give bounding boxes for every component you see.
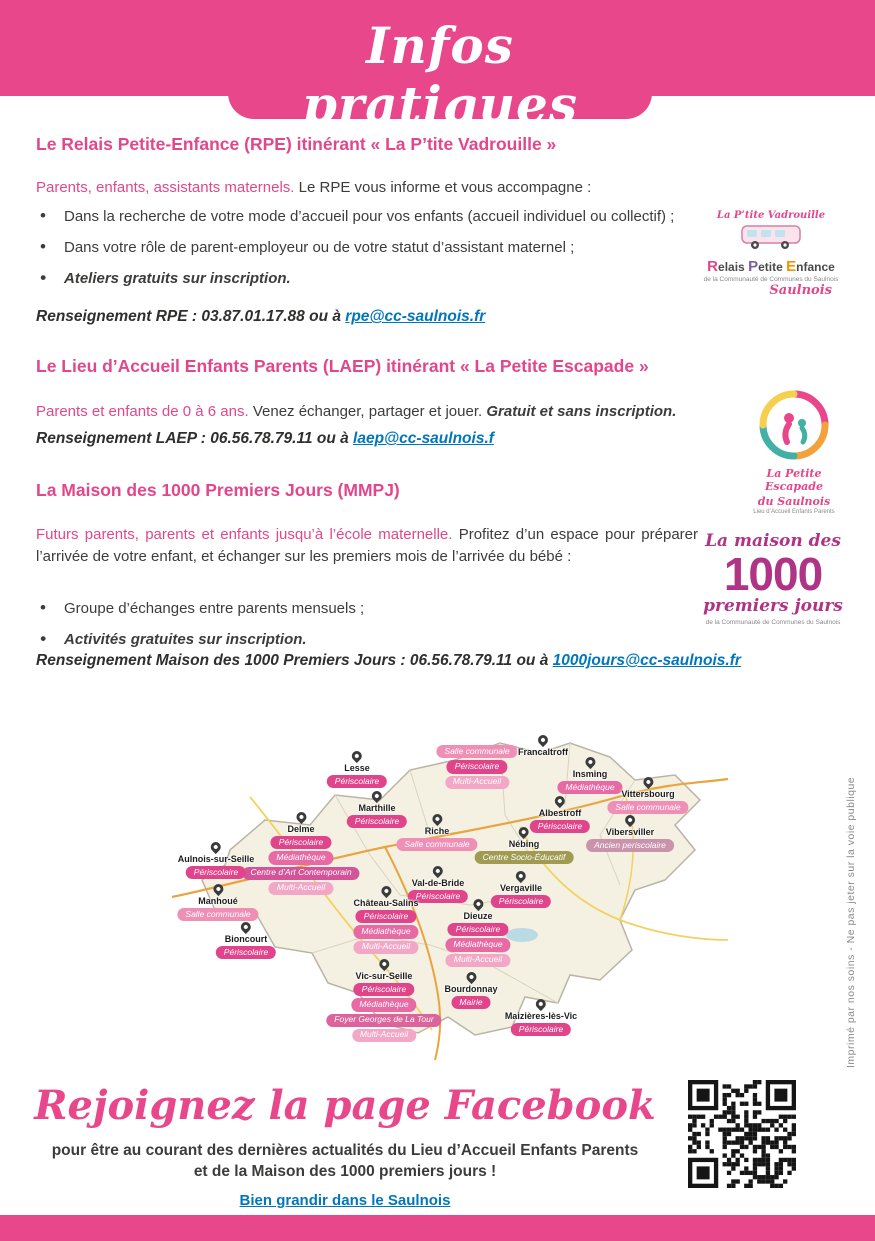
mmpj-section-title: La Maison des 1000 Premiers Jours (MMPJ) — [36, 480, 400, 500]
saulnois-map — [170, 735, 730, 1065]
bullet-item: • Dans la recherche de votre mode d’accueil pour vos enfants (accueil individuel ou collectif) ; — [64, 206, 704, 228]
map-pin-icon — [536, 733, 550, 747]
map-pin-icon — [517, 825, 531, 839]
map-pin-icon — [534, 997, 548, 1011]
facility-pill: Médiathèque — [557, 781, 622, 794]
facility-pill: Périscolaire — [530, 820, 590, 833]
map-town-lesse — [327, 751, 387, 788]
map-town-dieuze — [445, 899, 510, 967]
facility-pill: Périscolaire — [354, 983, 414, 996]
mmpj-contact-text: Renseignement Maison des 1000 Premiers Jours : 06.56.78.79.11 ou à — [36, 652, 553, 669]
facility-pill: Périscolaire — [491, 895, 551, 908]
map-pin-icon — [370, 789, 384, 803]
facility-pill: Salle communale — [436, 745, 517, 758]
town-name: Marthille — [358, 803, 396, 813]
laep-logo-line2: du Saulnois — [757, 495, 831, 508]
rpe-contact-text: Renseignement RPE : 03.87.01.17.88 ou à — [36, 308, 346, 325]
rpe-logo-brand — [700, 258, 842, 275]
map-town-vittersbourg — [607, 777, 688, 814]
rpe-logo-script-title: La P’tite Vadrouille — [716, 210, 826, 221]
town-name: Bioncourt — [224, 934, 268, 944]
facebook-text-line1: pour être au courant des dernières actualités du Lieu d’Accueil Enfants Parents — [51, 1142, 639, 1159]
laep-ring-icon — [759, 390, 829, 460]
map-town-vibersviller — [586, 815, 674, 852]
facility-pill: Multi-Accueil — [445, 776, 509, 789]
mmpj-lead-highlight: Futurs parents, parents et enfants jusqu’à l’école maternelle. — [36, 526, 453, 543]
map-pin-icon — [553, 794, 567, 808]
town-name: Riche — [424, 826, 450, 836]
laep-logo-subtitle: Lieu d’Accueil Enfants Parents — [753, 509, 835, 515]
mmpj-bullet-list — [36, 598, 704, 660]
map-pin-icon — [239, 920, 253, 934]
facility-pill: Médiathèque — [445, 938, 510, 951]
bullet-item: • Ateliers gratuits sur inscription. — [64, 268, 704, 290]
laep-lead-highlight: Parents et enfants de 0 à 6 ans. — [36, 403, 249, 420]
facility-pill: Périscolaire — [327, 775, 387, 788]
town-name: Nébing — [508, 839, 540, 849]
facility-pill: Multi-Accueil — [354, 941, 418, 954]
town-name: Château-Salins — [353, 898, 419, 908]
mmpj-logo-number: 1000 — [723, 548, 823, 600]
town-name: Vibersviller — [605, 827, 655, 837]
town-name: Vergaville — [499, 883, 543, 893]
facebook-link-wrap — [0, 1192, 690, 1209]
laep-contact-line — [36, 430, 494, 448]
mmpj-lead-rest: Profitez d’un espace pour préparer l’arrivée de votre enfant, et échanger sur les premiers mois de l’arrivée du bébé : — [36, 526, 698, 565]
map-pin-icon — [514, 869, 528, 883]
rpe-email-link[interactable]: rpe@cc-saulnois.fr — [345, 308, 486, 325]
facility-pill: Périscolaire — [347, 815, 407, 828]
mmpj-contact-line — [36, 652, 741, 670]
laep-lead-mid: Venez échanger, partager et jouer. — [252, 403, 483, 420]
facility-pill: Mairie — [451, 996, 490, 1009]
map-pin-icon — [431, 864, 445, 878]
town-name: Val-de-Bride — [411, 878, 465, 888]
facility-pill: Périscolaire — [511, 1023, 571, 1036]
facebook-page-link[interactable]: Bien grandir dans le Saulnois — [239, 1192, 451, 1209]
rpe-logo-territory: Saulnois — [769, 283, 832, 298]
print-side-note: Imprimé par nos soins - Ne pas jeter sur la voie publique — [845, 776, 857, 1068]
laep-lead — [36, 401, 748, 423]
bus-icon — [739, 221, 803, 251]
map-town-francaltroff — [518, 735, 568, 757]
facility-pill: Médiathèque — [351, 998, 416, 1011]
rpe-lead — [36, 177, 726, 199]
map-town-maizieres-les-vic — [505, 999, 577, 1036]
rpe-logo-word-enfance: Enfance — [786, 258, 835, 275]
map-pin-icon — [211, 882, 225, 896]
map-pin-icon — [471, 897, 485, 911]
rpe-lead-rest: Le RPE vous informe et vous accompagne : — [298, 179, 592, 196]
laep-contact-text: Renseignement LAEP : 06.56.78.79.11 ou à — [36, 430, 354, 447]
town-name: Vic-sur-Seille — [355, 971, 413, 981]
town-name: Insming — [572, 769, 608, 779]
laep-lead-bold: Gratuit et sans inscription. — [486, 403, 677, 420]
page-title: Infos pratiques — [301, 16, 579, 134]
town-name: Maizières-lès-Vic — [504, 1011, 578, 1021]
bullet-item: • Dans votre rôle de parent-employeur ou de votre statut d’assistant maternel ; — [64, 237, 704, 259]
map-pin-icon — [379, 884, 393, 898]
facility-pill: Périscolaire — [448, 923, 508, 936]
facility-pill: Périscolaire — [186, 866, 246, 879]
facility-pill: Périscolaire — [216, 946, 276, 959]
qr-code — [688, 1080, 796, 1188]
laep-email-link[interactable]: laep@cc-saulnois.f — [353, 430, 494, 447]
rpe-logo-word-relais: Relais — [707, 258, 745, 275]
facility-pill: Multi-Accueil — [352, 1029, 416, 1042]
town-name: Francaltroff — [517, 747, 569, 757]
facility-pill: Multi-Accueil — [446, 954, 510, 967]
mmpj-logo — [698, 532, 848, 626]
mmpj-email-link[interactable]: 1000jours@cc-saulnois.fr — [552, 652, 741, 669]
facility-pill: Salle communale — [607, 801, 688, 814]
rpe-section-title: Le Relais Petite-Enfance (RPE) itinérant « La P’tite Vadrouille » — [36, 134, 557, 154]
facility-pill: Salle communale — [396, 838, 477, 851]
map-pin-icon — [641, 775, 655, 789]
facility-pill: Foyer Georges de La Tour — [326, 1014, 441, 1027]
laep-logo-line1: La Petite Escapade — [765, 467, 823, 493]
footer-band — [0, 1215, 875, 1241]
town-name: Aulnois-sur-Seille — [177, 854, 255, 864]
town-name: Bourdonnay — [444, 984, 498, 994]
facebook-text-line2: et de la Maison des 1000 premiers jours ! — [193, 1163, 497, 1180]
facebook-script-title: Rejoignez la page Facebook — [34, 1082, 656, 1129]
rpe-contact-line — [36, 308, 485, 326]
facebook-text — [0, 1140, 690, 1182]
facility-pill: Médiathèque — [353, 925, 418, 938]
map-town-manhoue — [177, 884, 258, 921]
map-pin-icon — [209, 840, 223, 854]
map-pin-icon — [623, 813, 637, 827]
rpe-logo-word-petite: Petite — [748, 258, 783, 275]
map-town-vic-sur-seille — [326, 959, 441, 1042]
map-town-aulnois-sur-seille — [178, 842, 255, 879]
bullet-item: • Groupe d’échanges entre parents mensuels ; — [64, 598, 704, 620]
map-pin-icon — [464, 970, 478, 984]
map-town-delme — [242, 812, 359, 895]
facility-pill: Multi-Accueil — [269, 882, 333, 895]
map-town-bourdonnay — [445, 972, 498, 1009]
facility-pills-francaltroff — [436, 743, 517, 789]
town-name: Vittersbourg — [621, 789, 675, 799]
town-name: Dieuze — [463, 911, 493, 921]
bullet-item: • Activités gratuites sur inscription. — [64, 629, 704, 651]
facility-pill: Médiathèque — [268, 851, 333, 864]
facility-pill: Périscolaire — [408, 890, 468, 903]
mmpj-lead — [36, 524, 698, 568]
map-pin-icon — [350, 749, 364, 763]
town-name: Delme — [287, 824, 315, 834]
town-name: Albestroff — [538, 808, 582, 818]
map-pin-icon — [294, 810, 308, 824]
facility-pill: Périscolaire — [356, 910, 416, 923]
facility-pill: Centre d’Art Contemporain — [242, 867, 359, 880]
rpe-logo-subtitle: de la Communauté de Communes du Saulnois — [703, 276, 839, 283]
mmpj-logo-subtitle: de la Communauté de Communes du Saulnois — [705, 619, 841, 626]
rpe-bullet-list — [36, 206, 704, 299]
facility-pill: Salle communale — [177, 908, 258, 921]
map-pin-icon — [377, 957, 391, 971]
rpe-lead-highlight: Parents, enfants, assistants maternels. — [36, 179, 295, 196]
map-town-bioncourt — [216, 922, 276, 959]
facility-pill: Périscolaire — [447, 760, 507, 773]
facility-pill: Ancien periscolaire — [586, 839, 674, 852]
mmpj-logo-top: La maison des — [705, 531, 841, 551]
town-name: Lesse — [344, 763, 370, 773]
map-town-nebing — [475, 827, 574, 864]
town-name: Manhoué — [198, 896, 238, 906]
mmpj-logo-bottom: premiers jours — [703, 596, 843, 616]
map-pin-icon — [583, 755, 597, 769]
laep-section-title: Le Lieu d’Accueil Enfants Parents (LAEP) itinérant « La Petite Escapade » — [36, 356, 649, 376]
map-town-riche — [396, 814, 477, 851]
facility-pill: Centre Socio-Éducatif — [475, 851, 574, 864]
facility-pill: Périscolaire — [271, 836, 331, 849]
rpe-logo — [700, 210, 842, 298]
map-town-chateau-salins — [353, 886, 418, 954]
map-pin-icon — [430, 812, 444, 826]
